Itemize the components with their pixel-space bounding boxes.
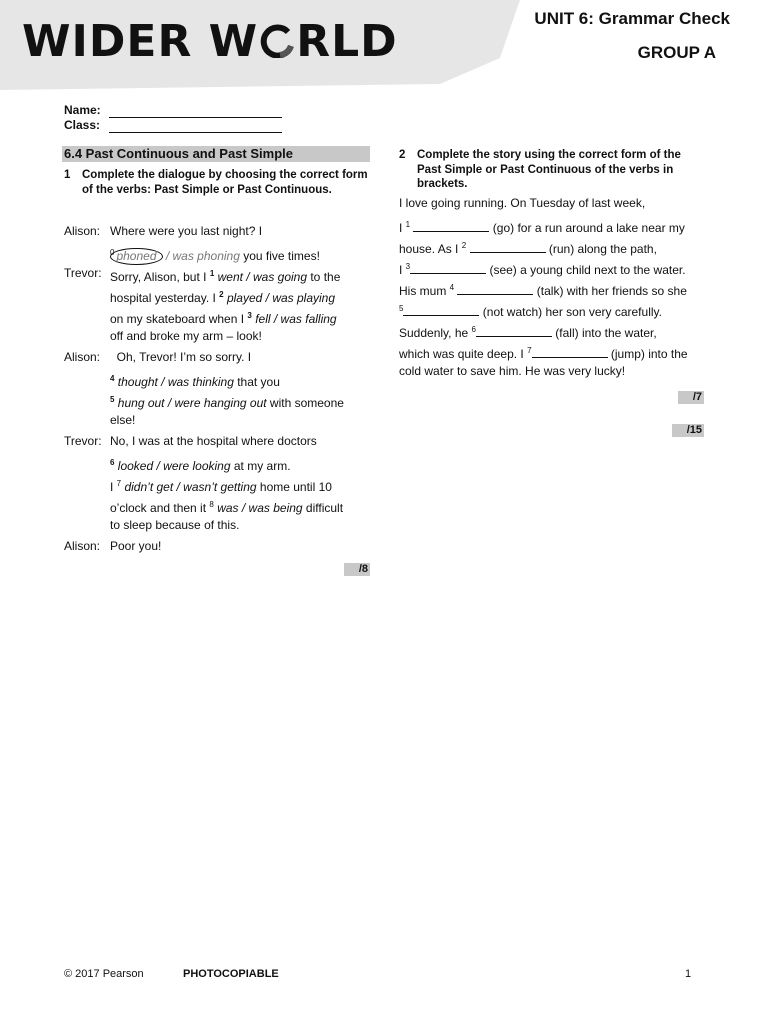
- exercise2-story: [399, 193, 719, 382]
- text-segment: (run) along the path,: [545, 242, 657, 256]
- exercise1-instruction: 1 Complete the dialogue by choosing the correct form of the verbs: Past Simple or Past Continuous.: [64, 169, 368, 196]
- dialogue-line: [64, 494, 374, 515]
- dialogue-line: [64, 347, 374, 368]
- dialogue-line: [64, 389, 374, 410]
- text-segment: (fall) into the water,: [551, 326, 657, 340]
- item-number: 5: [110, 395, 115, 404]
- text-segment: (talk) with her friends so she: [533, 284, 687, 298]
- item-number: 5: [399, 304, 404, 313]
- text-segment: that you: [233, 375, 280, 389]
- dialogue-line: [64, 368, 374, 389]
- exercise1-score: /8: [344, 563, 370, 576]
- total-score: /15: [672, 424, 704, 437]
- verb-option: thought / was thinking: [117, 375, 234, 389]
- exercise2-score: /7: [678, 391, 704, 404]
- dialogue-line: [64, 410, 374, 431]
- speaker-label: Alison:: [64, 224, 101, 238]
- answer-blank[interactable]: [413, 220, 489, 232]
- answer-blank[interactable]: [476, 325, 552, 337]
- verb-option: was / was being: [217, 501, 303, 515]
- dialogue-text: [110, 347, 251, 368]
- logo: WIDER W RLD: [22, 16, 398, 67]
- text-segment: His mum: [399, 284, 450, 298]
- story-line: [399, 193, 719, 214]
- item-number: 2: [219, 290, 224, 299]
- speaker-label: Alison:: [64, 539, 101, 553]
- text-segment: to sleep because of this.: [110, 518, 240, 532]
- dialogue-text: [110, 326, 262, 347]
- answer-blank[interactable]: [457, 283, 533, 295]
- dialogue-line: [64, 326, 374, 347]
- class-field[interactable]: [109, 121, 282, 133]
- text-segment: off and broke my arm – look!: [110, 329, 262, 343]
- text-segment: which was quite deep. I: [399, 347, 528, 361]
- item-number: 2: [461, 241, 467, 250]
- verb-option: / was phoning: [162, 249, 240, 263]
- dialogue-line: [64, 536, 374, 557]
- text-segment: (go) for a run around a lake near my: [489, 221, 685, 235]
- item-number: 7: [116, 479, 122, 488]
- text-segment: I: [399, 221, 406, 235]
- item-number: 1: [405, 220, 411, 229]
- text-segment: Sorry, Alison, but I: [110, 270, 210, 284]
- page-number: 1: [685, 968, 692, 980]
- verb-option: looked / were looking: [117, 459, 231, 473]
- section-title: 6.4 Past Continuous and Past Simple: [62, 146, 370, 162]
- dialogue-line: [64, 305, 374, 326]
- dialogue-line: [64, 473, 374, 494]
- answer-blank[interactable]: [410, 262, 486, 274]
- dialogue-line: [64, 242, 374, 263]
- dialogue-line: [64, 452, 374, 473]
- name-label: Name:: [64, 103, 101, 117]
- dialogue-text: [110, 410, 135, 431]
- verb-option: hung out / were hanging out: [117, 396, 267, 410]
- text-segment: difficult: [302, 501, 344, 515]
- dialogue-text: [110, 221, 262, 242]
- logo-o-icon: [258, 18, 296, 50]
- text-segment: I love going running. On Tuesday of last week,: [399, 196, 646, 210]
- class-label: Class:: [64, 118, 101, 132]
- story-line: [399, 298, 719, 319]
- footer-photocopiable: PHOTOCOPIABLE: [183, 968, 279, 980]
- story-line: [399, 214, 719, 235]
- item-number: 7: [527, 346, 532, 355]
- item-number: 3: [247, 311, 252, 320]
- text-segment: I: [399, 263, 406, 277]
- verb-option: didn’t get / wasn’t getting: [124, 480, 257, 494]
- text-segment: with someone: [266, 396, 344, 410]
- answer-blank[interactable]: [403, 304, 479, 316]
- text-segment: hospital yesterday. I: [110, 291, 220, 305]
- story-line: [399, 235, 719, 256]
- text-segment: else!: [110, 413, 136, 427]
- exercise1-number: 1: [64, 169, 71, 181]
- text-segment: to the: [307, 270, 341, 284]
- dialogue-line: [64, 431, 374, 452]
- verb-option: played / was playing: [226, 291, 336, 305]
- item-number: 6: [110, 458, 115, 467]
- text-segment: No, I was at the hospital where doctors: [110, 434, 317, 448]
- dialogue-line: [64, 221, 374, 242]
- dialogue-line: [64, 263, 374, 284]
- exercise2-instruction: 2 Complete the story using the correct form of the Past Simple or Past Continuous of the verbs in brackets.: [399, 149, 681, 190]
- story-line: [399, 361, 719, 382]
- exercise1-dialogue: [64, 221, 374, 557]
- dialogue-text: [110, 515, 239, 536]
- footer-copyright: © 2017 Pearson: [64, 968, 144, 980]
- dialogue-text: [110, 536, 161, 557]
- dialogue-line: [64, 515, 374, 536]
- text-segment: Poor you!: [110, 539, 162, 553]
- text-segment: (jump) into the: [607, 347, 688, 361]
- speaker-label: Trevor:: [64, 266, 102, 280]
- item-number: 3: [405, 262, 411, 271]
- item-number: 4: [449, 283, 455, 292]
- verb-option: went / was going: [217, 270, 308, 284]
- text-segment: on my skateboard when I: [110, 312, 248, 326]
- text-segment: Where were you last night? I: [110, 224, 263, 238]
- story-line: [399, 319, 719, 340]
- story-line: [399, 277, 719, 298]
- text-segment: home until 10: [256, 480, 332, 494]
- text-segment: Suddenly, he: [399, 326, 472, 340]
- text-segment: I: [110, 480, 117, 494]
- speaker-label: Trevor:: [64, 434, 102, 448]
- text-segment: (not watch) her son very carefully.: [479, 305, 662, 319]
- verb-option: fell / was falling: [255, 312, 337, 326]
- answer-blank[interactable]: [470, 241, 546, 253]
- item-number: 0: [110, 248, 115, 257]
- story-line: [399, 256, 719, 277]
- answer-blank[interactable]: [532, 346, 608, 358]
- speaker-label: Alison:: [64, 350, 101, 364]
- item-number: 4: [110, 374, 115, 383]
- text-segment: (see) a young child next to the water.: [486, 263, 686, 277]
- item-number: 6: [471, 325, 476, 334]
- item-number: 1: [209, 269, 215, 278]
- text-segment: cold water to save him. He was very lucky!: [399, 364, 626, 378]
- text-segment: house. As I: [399, 242, 462, 256]
- text-segment: o’clock and then it: [110, 501, 210, 515]
- group-label: GROUP A: [637, 43, 716, 62]
- exercise2-number: 2: [399, 149, 406, 161]
- text-segment: at my arm.: [230, 459, 291, 473]
- text-segment: you five times!: [239, 249, 320, 263]
- unit-title: UNIT 6: Grammar Check: [534, 9, 730, 28]
- name-field[interactable]: [109, 106, 282, 118]
- student-info: [64, 103, 282, 133]
- item-number: 8: [209, 500, 214, 509]
- dialogue-line: [64, 284, 374, 305]
- verb-option: phoned: [110, 248, 162, 265]
- story-line: [399, 340, 719, 361]
- dialogue-text: [110, 431, 317, 452]
- text-segment: Oh, Trevor! I’m so sorry. I: [110, 350, 252, 364]
